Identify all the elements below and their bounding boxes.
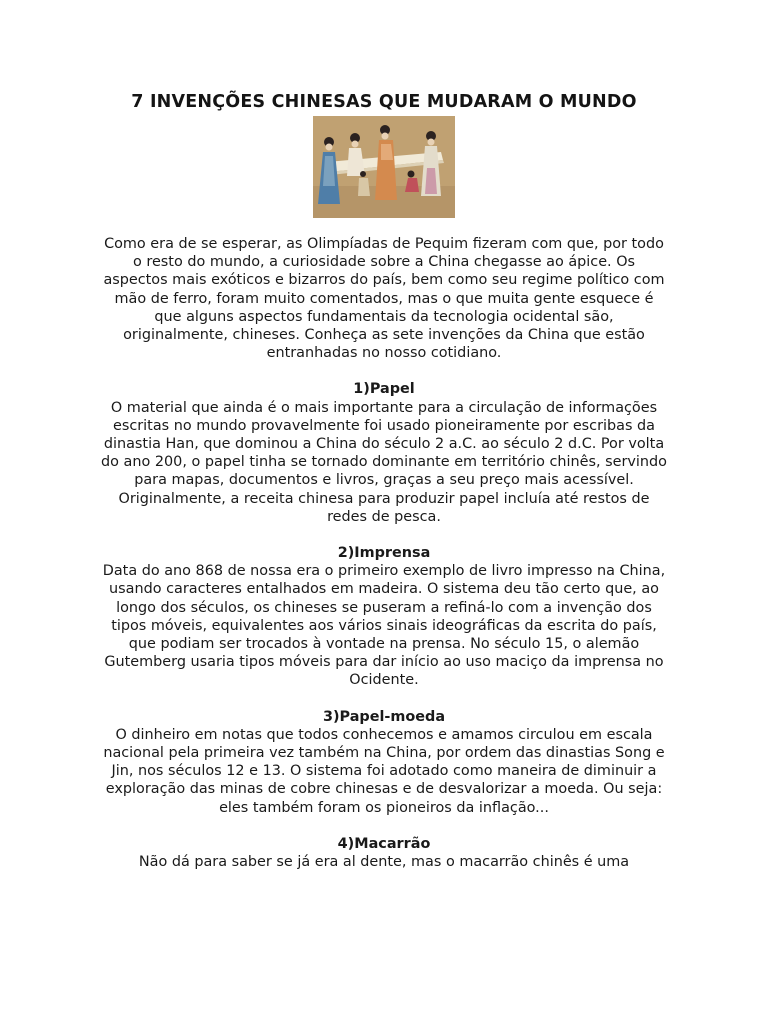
section-papel-moeda — [100, 708, 668, 817]
section-imprensa — [100, 544, 668, 690]
section-papel — [100, 380, 668, 526]
section-heading: 2)Imprensa — [337, 545, 431, 562]
document-title: 7 INVENÇÕES CHINESAS QUE MUDARAM O MUNDO — [131, 92, 637, 112]
section-body: O dinheiro em notas que todos conhecemos e amamos circulou em escala nacional pela primeira vez também na China, por ordem das dinastias Song e Jin, nos séculos 12 e 13. O sistema foi adotado como maneira de diminuir a exploração das minas de cobre chinesas e de desvalorizar a moeda. Ou seja: eles também foram os pioneiros da inflação... — [103, 726, 665, 816]
section-macarrao — [100, 835, 668, 871]
section-heading: 1)Papel — [353, 381, 415, 398]
document-page — [100, 0, 668, 871]
intro-paragraph: Como era de se esperar, as Olimpíadas de Pequim fizeram com que, por todo o resto do mundo, a curiosidade sobre a China chegasse ao ápice. Os aspectos mais exóticos e bizarros do país, bem como seu regime político com mão de ferro, foram muito comentados, mas o que muita gente esquece é que alguns aspectos fundamentais da tecnologia ocidental são, originalmente, chineses. Conheça as sete invenções da China que estão entranhadas no nosso cotidiano. — [103, 236, 665, 362]
section-body: Data do ano 868 de nossa era o primeiro exemplo de livro impresso na China, usando caracteres entalhados em madeira. O sistema deu tão certo que, ao longo dos séculos, os chineses se puseram a refiná-lo com a invenção dos tipos móveis, equivalentes aos vários sinais ideográficas da escrita do país, que podiam ser trocados à vontade na prensa. No século 15, o alemão Gutemberg usaria tipos móveis para dar início ao uso maciço da imprensa no Ocidente. — [102, 563, 666, 689]
section-heading: 4)Macarrão — [337, 835, 431, 852]
section-heading: 3)Papel-moeda — [322, 708, 446, 725]
section-body: Não dá para saber se já era al dente, mas o macarrão chinês é uma — [138, 854, 630, 871]
chinese-painting-illustration — [313, 116, 455, 218]
section-body: O material que ainda é o mais importante para a circulação de informações escritas no mundo provavelmente foi usado pioneiramente por escribas da dinastia Han, que dominou a China do século 2 a.C. ao século 2 d.C. Por volta do ano 200, o papel tinha se tornado dominante em território chinês, servindo para mapas, documentos e livros, graças a seu preço mais acessível. Originalmente, a receita chinesa para produzir papel incluía até restos de redes de pesca. — [101, 399, 667, 525]
